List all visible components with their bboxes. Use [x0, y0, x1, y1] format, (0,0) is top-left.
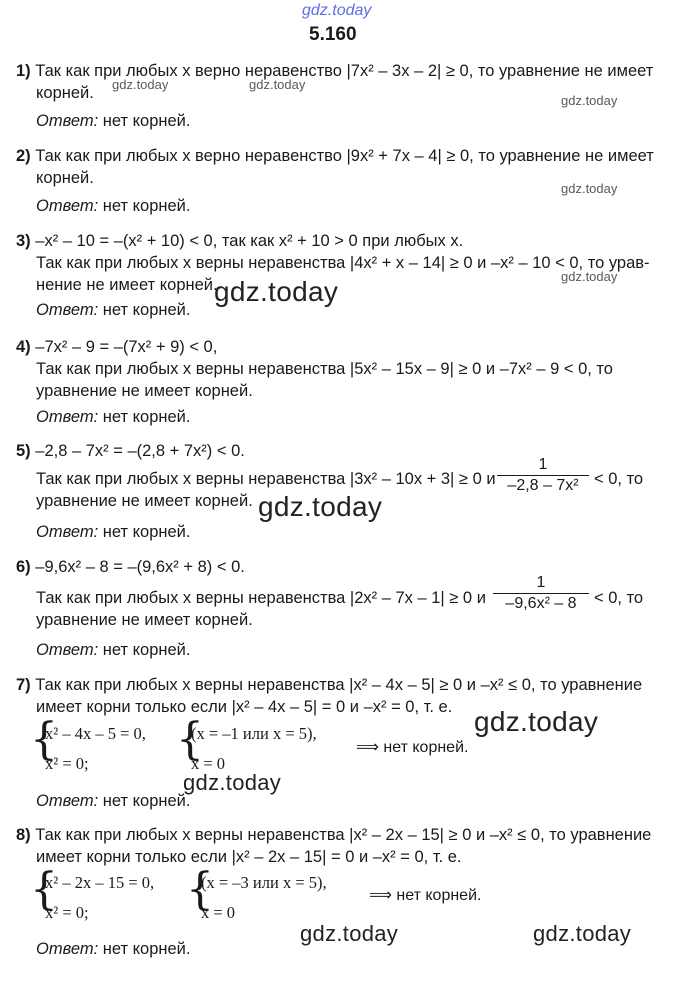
item-number: 7)	[16, 676, 31, 694]
item-5-fraction	[497, 455, 589, 496]
fraction-numerator: 1	[538, 456, 548, 473]
site-watermark-top: gdz.today	[302, 2, 372, 19]
item-number: 8)	[16, 826, 31, 844]
fraction-numerator: 1	[536, 574, 546, 591]
watermark-small: gdz.today	[112, 77, 169, 92]
item-5-line-3: уравнение не имеет корней.	[36, 492, 253, 510]
system-brace: {	[186, 864, 214, 915]
watermark-large: gdz.today	[474, 706, 599, 737]
watermark-medium: gdz.today	[183, 770, 282, 795]
item-7-line-1: 7) Так как при любых x верны неравенства |x² – 4x – 5| ≥ 0 и –x² ≤ 0, то уравнение	[16, 676, 643, 694]
watermark-small: gdz.today	[561, 269, 618, 284]
item-7-line-2: имеет корни только если |x² – 4x – 5| = 0 и –x² = 0, т. е.	[36, 698, 453, 716]
item-number: 1)	[16, 62, 31, 80]
item-6-line-1: 6) –9,6x² – 8 = –(9,6x² + 8) < 0.	[16, 558, 245, 576]
item-5-fraction-tail: < 0, то	[594, 470, 644, 488]
item-7-system-eq-4: x = 0	[191, 754, 226, 773]
fraction-denominator: –9,6x² – 8	[493, 593, 589, 614]
item-3-line-1: 3) –x² – 10 = –(x² + 10) < 0, так как x² + 10 > 0 при любых x.	[16, 232, 464, 250]
item-8-system-eq-1: x² – 2x – 15 = 0,	[45, 873, 155, 892]
watermark-medium: gdz.today	[300, 921, 399, 946]
item-2-line-2: корней.	[36, 169, 94, 187]
system-brace: {	[30, 714, 58, 765]
watermark-small: gdz.today	[561, 93, 618, 108]
watermark-large: gdz.today	[214, 276, 339, 307]
item-1-answer: Ответ: нет корней.	[36, 112, 191, 130]
item-number: 6)	[16, 558, 31, 576]
problem-number: 5.160	[309, 24, 357, 45]
item-number: 3)	[16, 232, 31, 250]
item-6-answer: Ответ: нет корней.	[36, 641, 191, 659]
item-5-line-2: Так как при любых x верны неравенства |3x² – 10x + 3| ≥ 0 и	[36, 470, 496, 488]
item-2-answer: Ответ: нет корней.	[36, 197, 191, 215]
watermark-medium: gdz.today	[533, 921, 632, 946]
item-7-answer: Ответ: нет корней.	[36, 792, 191, 810]
fraction-denominator: –2,8 – 7x²	[497, 475, 589, 496]
item-8-line-1: 8) Так как при любых x верны неравенства |x² – 2x – 15| ≥ 0 и –x² ≤ 0, то уравнение	[16, 826, 652, 844]
watermark-large: gdz.today	[258, 491, 383, 522]
item-7-system-eq-3: (x = –1 или x = 5),	[191, 724, 317, 743]
item-number: 5)	[16, 442, 31, 460]
item-3-line-3: нение не имеет корней.	[36, 276, 218, 294]
item-4-line-3: уравнение не имеет корней.	[36, 382, 253, 400]
watermark-small: gdz.today	[249, 77, 306, 92]
item-8-system-eq-3: (x = –3 или x = 5),	[201, 873, 327, 892]
item-8-system-eq-4: x = 0	[201, 903, 236, 922]
item-7-system-result: ⟹ нет корней.	[356, 739, 469, 756]
item-number: 4)	[16, 338, 31, 356]
item-1-line-2: корней.	[36, 84, 94, 102]
item-number: 2)	[16, 147, 31, 165]
item-8-answer: Ответ: нет корней.	[36, 940, 191, 958]
item-6-line-3: уравнение не имеет корней.	[36, 611, 253, 629]
item-5-line-1: 5) –2,8 – 7x² = –(2,8 + 7x²) < 0.	[16, 442, 245, 460]
item-8-line-2: имеет корни только если |x² – 2x – 15| = 0 и –x² = 0, т. е.	[36, 848, 462, 866]
item-7-system-eq-2: x² = 0;	[45, 754, 89, 773]
item-5-answer: Ответ: нет корней.	[36, 523, 191, 541]
item-6-fraction	[493, 573, 589, 614]
item-6-line-2: Так как при любых x верны неравенства |2x² – 7x – 1| ≥ 0 и	[36, 589, 486, 607]
item-1-line-1: 1) Так как при любых x верно неравенство |7x² – 3x – 2| ≥ 0, то уравнение не имеет	[16, 62, 654, 80]
item-3-line-2: Так как при любых x верны неравенства |4x² + x – 14| ≥ 0 и –x² – 10 < 0, то урав-	[36, 254, 650, 272]
item-7-system-eq-1: x² – 4x – 5 = 0,	[45, 724, 146, 743]
item-8-system-result: ⟹ нет корней.	[369, 887, 482, 904]
item-2-line-1: 2) Так как при любых x верно неравенство |9x² + 7x – 4| ≥ 0, то уравнение не имеет	[16, 147, 654, 165]
item-3-answer: Ответ: нет корней.	[36, 301, 191, 319]
item-8-system-eq-2: x² = 0;	[45, 903, 89, 922]
system-brace: {	[30, 864, 58, 915]
item-4-line-2: Так как при любых x верны неравенства |5x² – 15x – 9| ≥ 0 и –7x² – 9 < 0, то	[36, 360, 613, 378]
watermark-small: gdz.today	[561, 181, 618, 196]
item-6-fraction-tail: < 0, то	[594, 589, 644, 607]
item-4-answer: Ответ: нет корней.	[36, 408, 191, 426]
system-brace: {	[176, 714, 204, 765]
item-4-line-1: 4) –7x² – 9 = –(7x² + 9) < 0,	[16, 338, 218, 356]
